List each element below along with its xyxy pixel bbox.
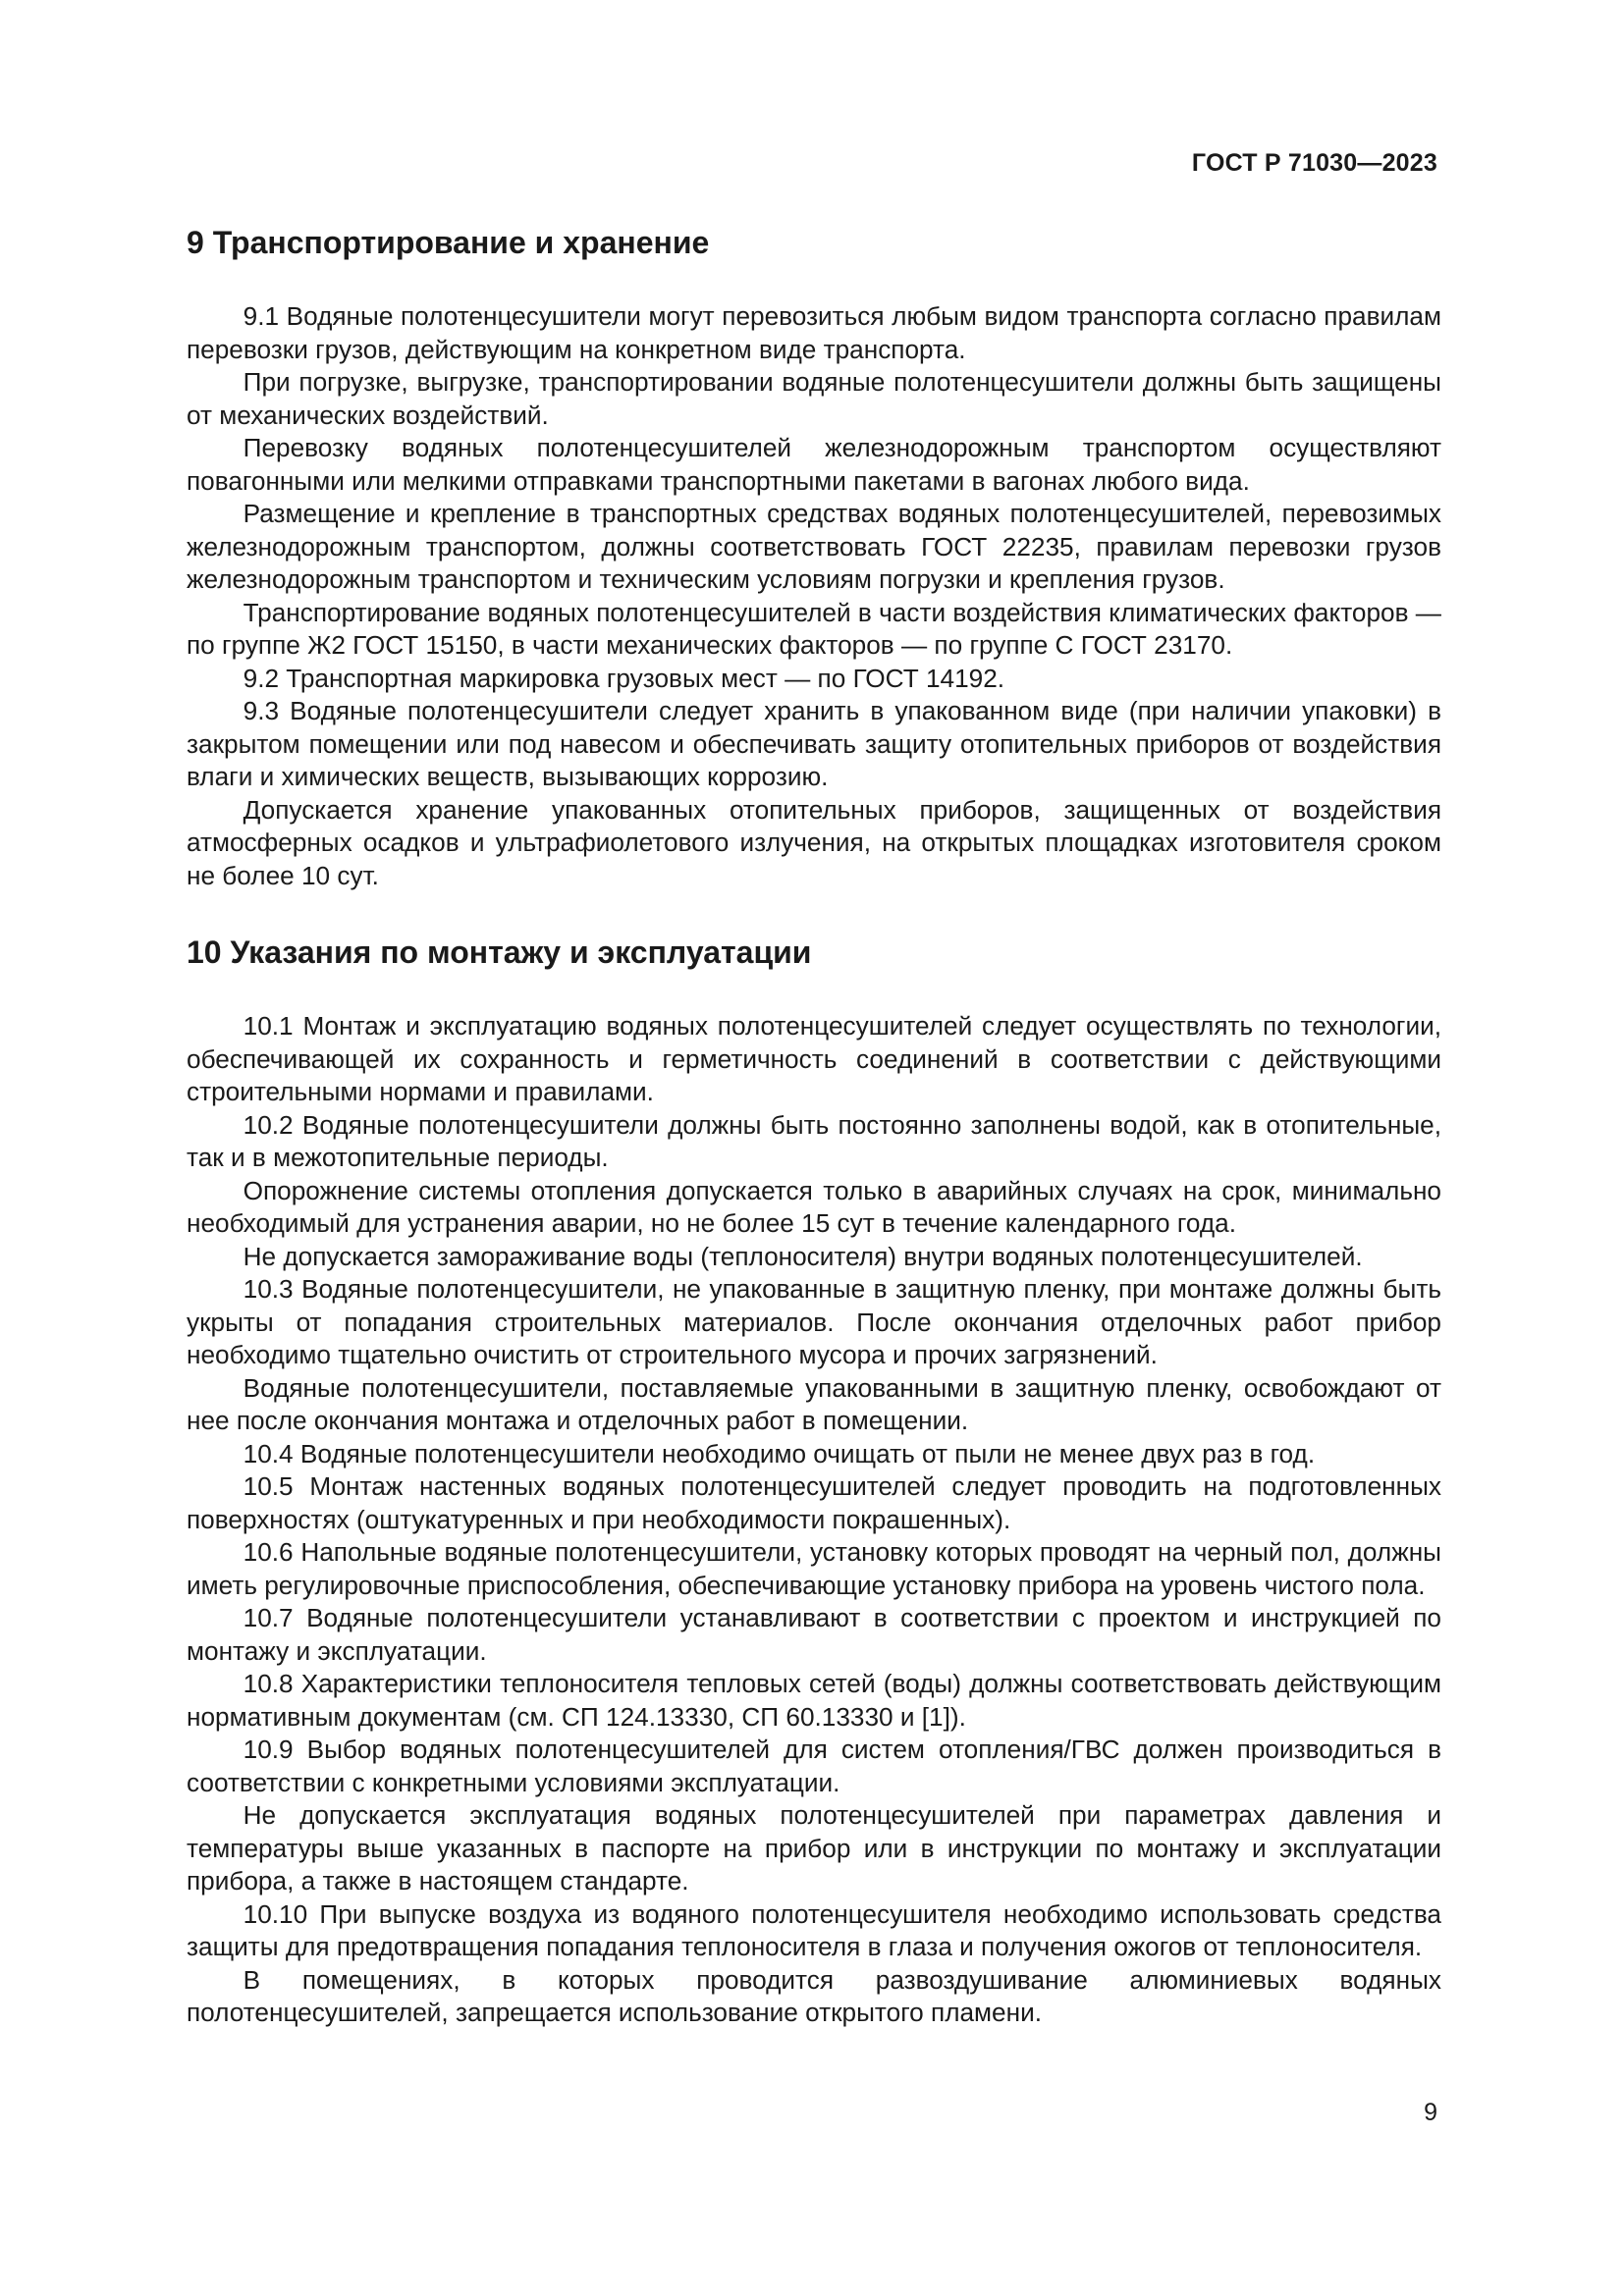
section-transport-storage: [187, 224, 1441, 892]
paragraph-10-6: 10.6 Напольные водяные полотенцесушители, установку которых проводят на черный пол, должны иметь регулировочные приспособления, обеспечивающие установку прибора на уровень чистого пола.: [187, 1537, 1441, 1600]
paragraph-9-3: 9.3 Водяные полотенцесушители следует хранить в упакованном виде (при наличии упаковки) в закрытом помещении или под навесом и обеспечивать защиту отопительных приборов от воздействия влаги и химических веществ, вызывающих коррозию.: [187, 696, 1441, 791]
paragraph-10-3: 10.3 Водяные полотенцесушители, не упакованные в защитную пленку, при монтаже должны быть укрыты от попадания строительных материалов. После окончания отделочных работ прибор необходимо тщательно очистить от строительного мусора и прочих загрязнений.: [187, 1274, 1441, 1369]
paragraph: При погрузке, выгрузке, транспортировании водяные полотенцесушители должны быть защищены от механических воздействий.: [187, 367, 1441, 430]
section-installation-operation: [187, 934, 1441, 2030]
paragraph: Транспортирование водяных полотенцесушителей в части воздействия климатических факторов — по группе Ж2 ГОСТ 15150, в части механических факторов — по группе С ГОСТ 23170.: [187, 597, 1441, 660]
paragraph-10-9: 10.9 Выбор водяных полотенцесушителей для систем отопления/ГВС должен производиться в соответствии с конкретными условиями эксплуатации.: [187, 1735, 1441, 1797]
paragraph-10-1: 10.1 Монтаж и эксплуатацию водяных полотенцесушителей следует осуществлять по технологии, обеспечивающей их сохранность и герметичность соединений в соответствии с действующими строительными нормами и правилами.: [187, 1011, 1441, 1106]
paragraph-10-2: 10.2 Водяные полотенцесушители должны быть постоянно заполнены водой, как в отопительные, так и в межотопительные периоды.: [187, 1109, 1441, 1172]
paragraph: Опорожнение системы отопления допускается только в аварийных случаях на срок, минимально необходимый для устранения аварии, но не более 15 сут в течение календарного года.: [187, 1175, 1441, 1238]
section-title: 10 Указания по монтажу и эксплуатации: [187, 934, 812, 970]
paragraph: В помещениях, в которых проводится развоздушивание алюминиевых водяных полотенцесушителей, запрещается использование открытого пламени.: [187, 1964, 1441, 2027]
paragraph-9-2: 9.2 Транспортная маркировка грузовых мест — по ГОСТ 14192.: [243, 663, 1005, 693]
paragraph-10-10: 10.10 При выпуске воздуха из водяного полотенцесушителя необходимо использовать средства защиты для предотвращения попадания теплоносителя в глаза и получения ожогов от теплоносителя.: [187, 1898, 1441, 1961]
document-code-header: ГОСТ Р 71030—2023: [1191, 149, 1437, 177]
paragraph-10-4: 10.4 Водяные полотенцесушители необходимо очищать от пыли не менее двух раз в год.: [243, 1438, 1316, 1468]
paragraph: Не допускается замораживание воды (теплоносителя) внутри водяных полотенцесушителей.: [243, 1241, 1363, 1271]
paragraph: Допускается хранение упакованных отопительных приборов, защищенных от воздействия атмосферных осадков и ультрафиолетового излучения, на открытых площадках изготовителя сроком не более 10 сут.: [187, 794, 1441, 890]
paragraph: Перевозку водяных полотенцесушителей железнодорожным транспортом осуществляют повагонными или мелкими отправками транспортными пакетами в вагонах любого вида.: [187, 433, 1441, 496]
paragraph: Размещение и крепление в транспортных средствах водяных полотенцесушителей, перевозимых железнодорожным транспортом, должны соответствовать ГОСТ 22235, правилам перевозки грузов железнодорожным транспортом и техническим условиям погрузки и крепления грузов.: [187, 499, 1441, 594]
paragraph-10-7: 10.7 Водяные полотенцесушители устанавливают в соответствии с проектом и инструкцией по монтажу и эксплуатации.: [187, 1603, 1441, 1666]
section-title: 9 Транспортирование и хранение: [187, 225, 710, 260]
paragraph-10-8: 10.8 Характеристики теплоносителя тепловых сетей (воды) должны соответствовать действующим нормативным документам (см. СП 124.13330, СП 60.13330 и [1]).: [187, 1669, 1441, 1732]
page-number: 9: [1424, 2099, 1437, 2126]
paragraph: Водяные полотенцесушители, поставляемые упакованными в защитную пленку, освобождают от нее после окончания монтажа и отделочных работ в помещении.: [187, 1372, 1441, 1435]
paragraph-10-5: 10.5 Монтаж настенных водяных полотенцесушителей следует проводить на подготовленных поверхностях (оштукатуренных и при необходимости покрашенных).: [187, 1471, 1441, 1534]
page-content: [187, 224, 1441, 2030]
paragraph: Не допускается эксплуатация водяных полотенцесушителей при параметрах давления и температуры выше указанных в паспорте на прибор или в инструкции по монтажу и эксплуатации прибора, а также в настоящем стандарте.: [187, 1800, 1441, 1896]
paragraph-9-1: 9.1 Водяные полотенцесушители могут перевозиться любым видом транспорта согласно правилам перевозки грузов, действующим на конкретном виде транспорта.: [187, 301, 1441, 364]
